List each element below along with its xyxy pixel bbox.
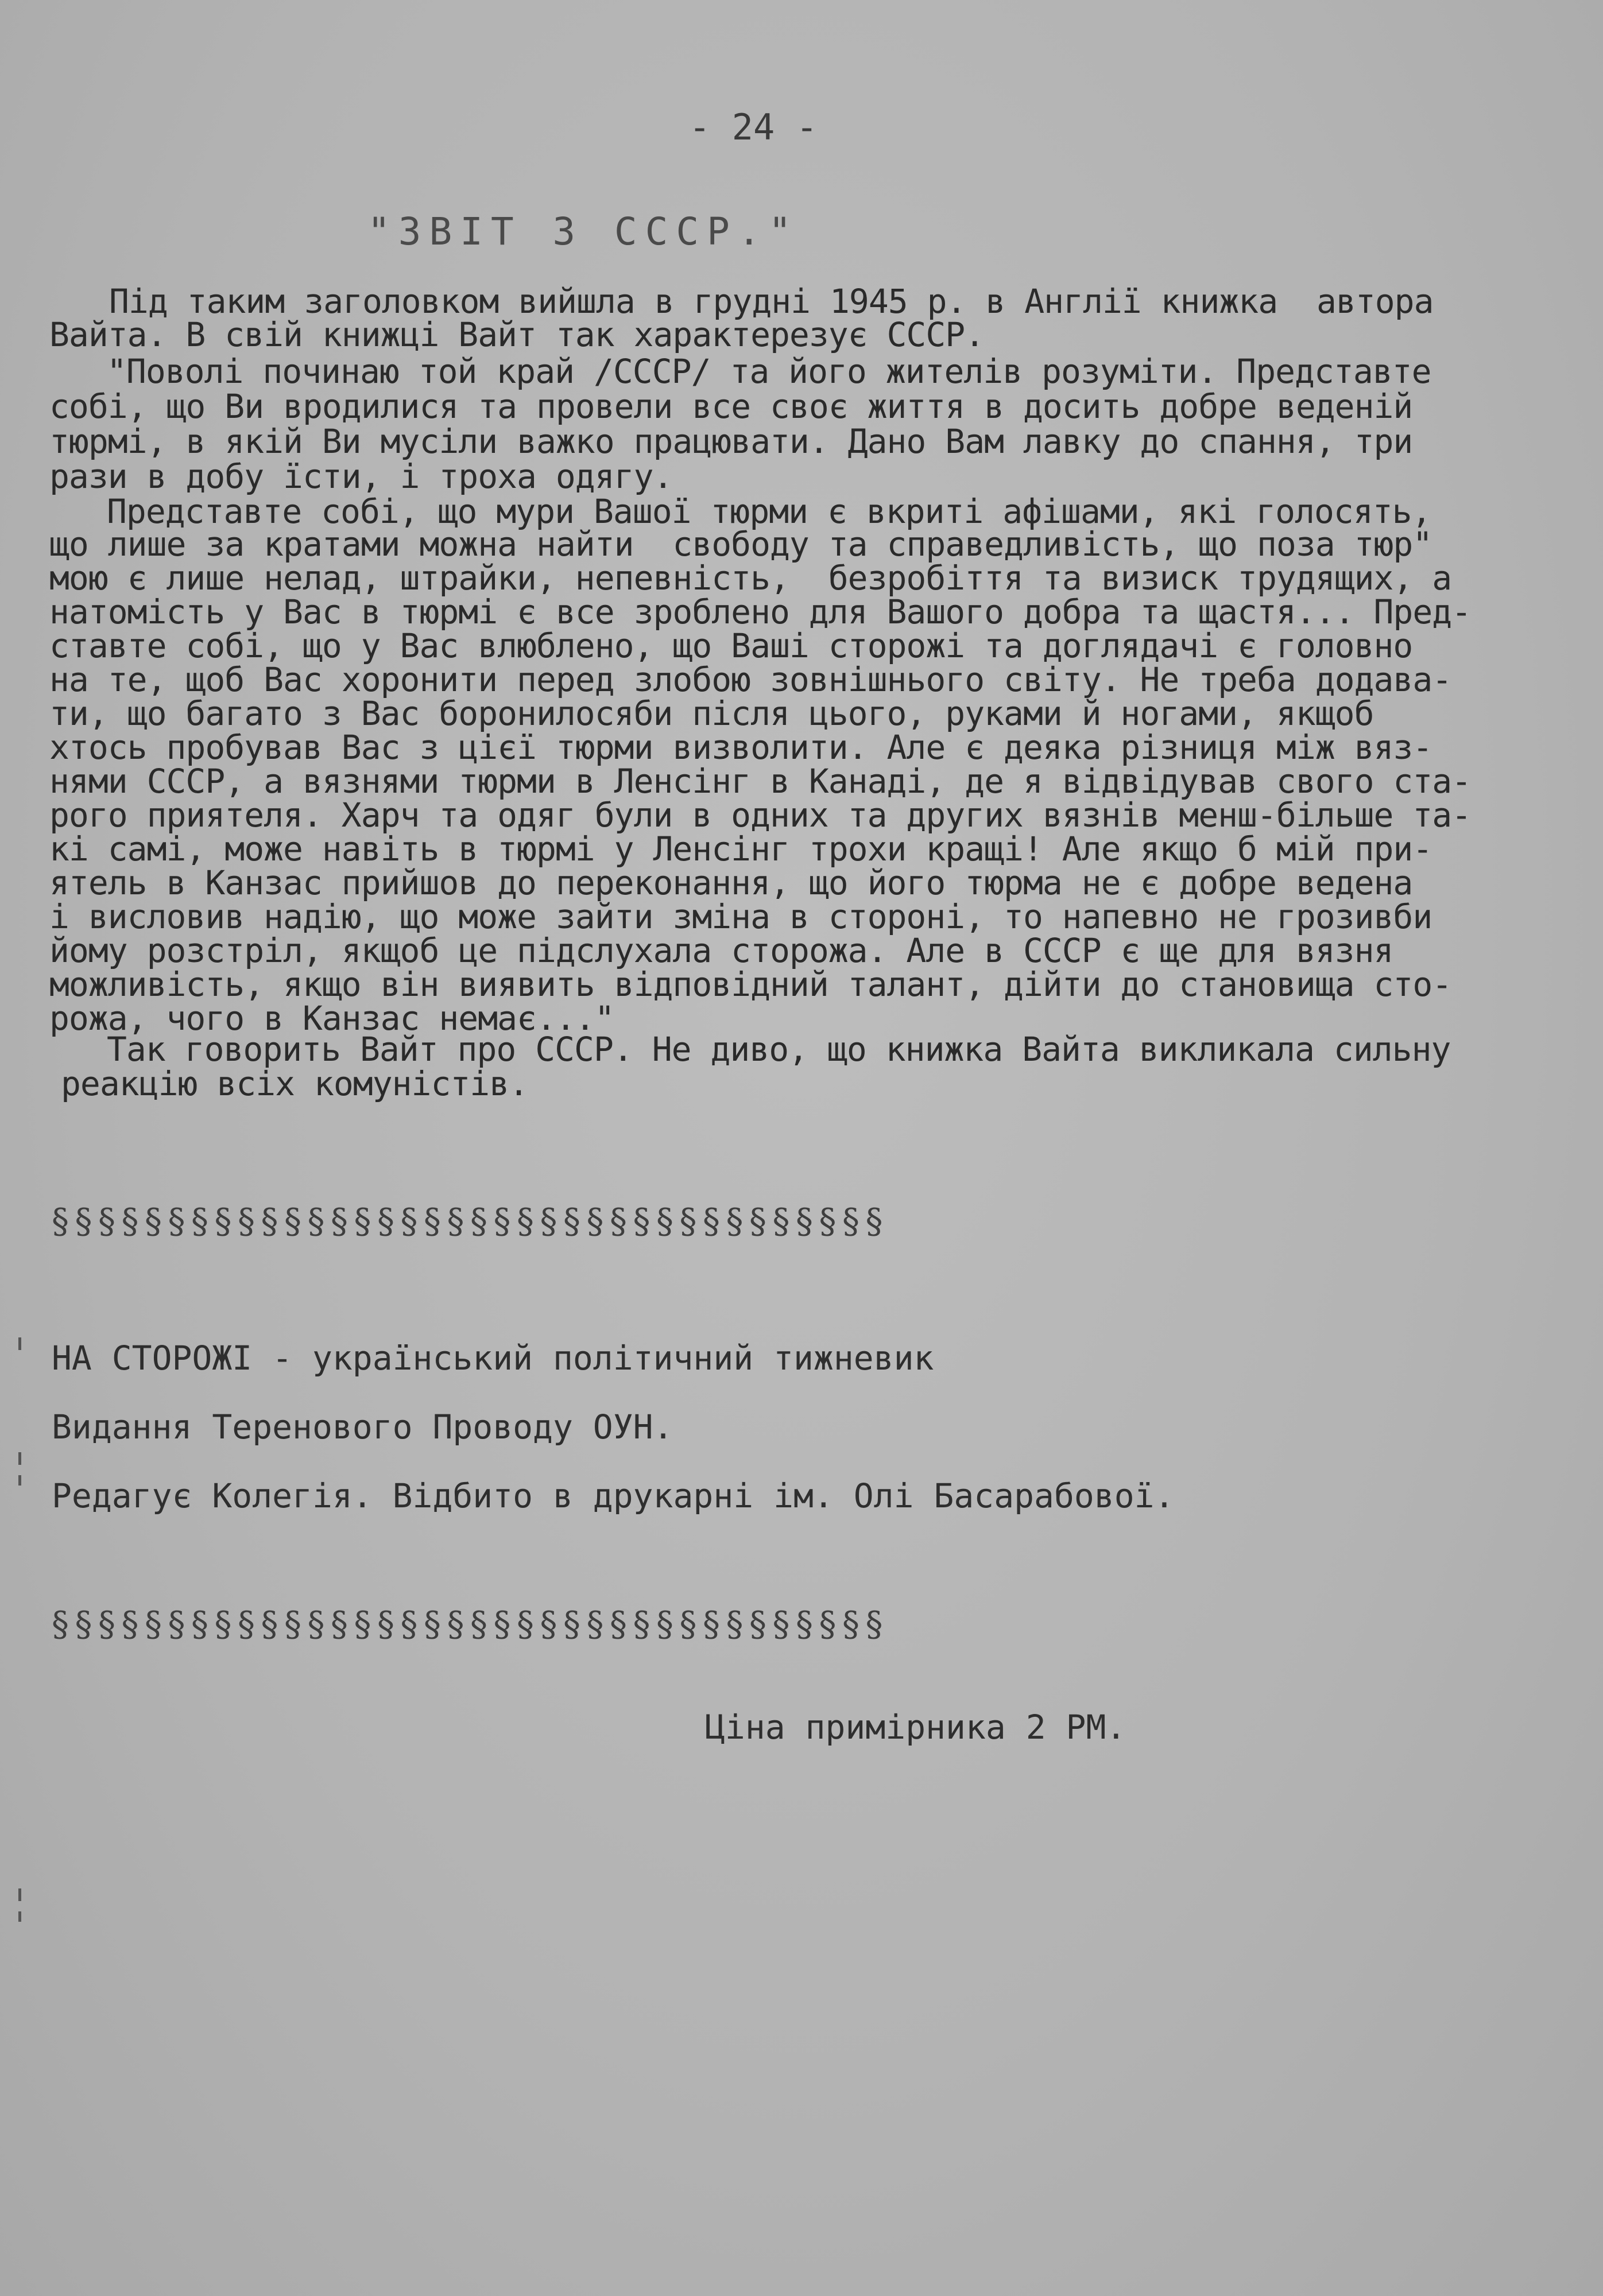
body-line: Представте собі, що мури Вашої тюрми є вкриті афішами, які голосять, [107, 492, 1431, 531]
article-title: "ЗВІТ З СССР." [367, 210, 800, 254]
body-line: Вайта. В свій книжці Вайт так характерезує СССР. [49, 315, 985, 354]
body-line: реакцію всіх комуністів. [61, 1064, 529, 1103]
page-number: - 24 - [689, 106, 818, 148]
body-line: хтось пробував Вас з цієї тюрми визволити. Але є деяка різниця між вяз- [49, 728, 1432, 767]
body-line: рази в добу їсти, і троха одягу. [49, 457, 673, 496]
margin-mark [18, 1337, 21, 1350]
footer-line: Видання Теренового Проводу ОУН. [52, 1407, 673, 1446]
body-line: "Поволі починаю той край /СССР/ та його жителів розуміти. Представте [107, 352, 1431, 391]
body-line: Під таким заголовком вийшла в грудні 1945 р. в Англії книжка автора [109, 282, 1434, 321]
body-line: на те, щоб Вас хоронити перед злобою зовнішнього світу. Не треба додава- [49, 660, 1452, 699]
margin-mark [18, 1452, 21, 1465]
section-divider-bottom: §§§§§§§§§§§§§§§§§§§§§§§§§§§§§§§§§§§§ [52, 1604, 889, 1645]
body-line: собі, що Ви вродилися та провели все своє життя в досить добре веденій [49, 387, 1413, 426]
body-line: рого приятеля. Харч та одяг були в одних та других вязнів менш-більше та- [49, 796, 1472, 835]
body-line: можливість, якщо він виявить відповідний талант, дійти до становища сто- [49, 965, 1452, 1004]
body-line: рожа, чого в Канзас немає..." [49, 999, 614, 1038]
price-line: Ціна примірника 2 РМ. [705, 1708, 1126, 1747]
body-line: нями СССР, а вязнями тюрми в Ленсінг в Канаді, де я відвідував свого ста- [49, 762, 1472, 801]
body-line: що лише за кратами можна найти свободу та справедливість, що поза тюр" [49, 525, 1432, 564]
body-line: ставте собі, що у Вас влюблено, що Ваші сторожі та доглядачі є головно [49, 626, 1413, 665]
body-line: мою є лише нелад, штрайки, непевність, безробіття та визиск трудящих, а [49, 559, 1452, 598]
body-line: ятель в Канзас прийшов до переконання, що його тюрма не є добре ведена [49, 863, 1413, 902]
body-line: і висловив надію, що може зайти зміна в стороні, то напевно не грозивби [49, 897, 1432, 936]
body-line: тюрмі, в якій Ви мусіли важко працювати. Дано Вам лавку до спання, три [49, 422, 1413, 461]
body-line: Так говорить Вайт про СССР. Не диво, що книжка Вайта викликала сильну [107, 1030, 1451, 1069]
body-line: йому розстріл, якщоб це підслухала сторожа. Але в СССР є ще для вязня [49, 931, 1393, 970]
margin-mark [18, 1475, 21, 1486]
body-line: ти, що багато з Вас боронилосяби після цього, руками й ногами, якщоб [49, 694, 1374, 733]
section-divider-top: §§§§§§§§§§§§§§§§§§§§§§§§§§§§§§§§§§§§ [52, 1201, 889, 1242]
footer-line: Редагує Колегія. Відбито в друкарні ім. Олі Басарабової. [52, 1476, 1175, 1515]
body-line: натомість у Вас в тюрмі є все зроблено для Вашого добра та щастя... Пред- [49, 592, 1472, 631]
margin-mark [18, 1911, 21, 1922]
footer-line: НА СТОРОЖІ - український політичний тижневик [52, 1339, 934, 1378]
margin-mark [18, 1888, 21, 1901]
body-line: кі самі, може навіть в тюрмі у Ленсінг трохи кращі! Але якщо б мій при- [49, 829, 1432, 868]
